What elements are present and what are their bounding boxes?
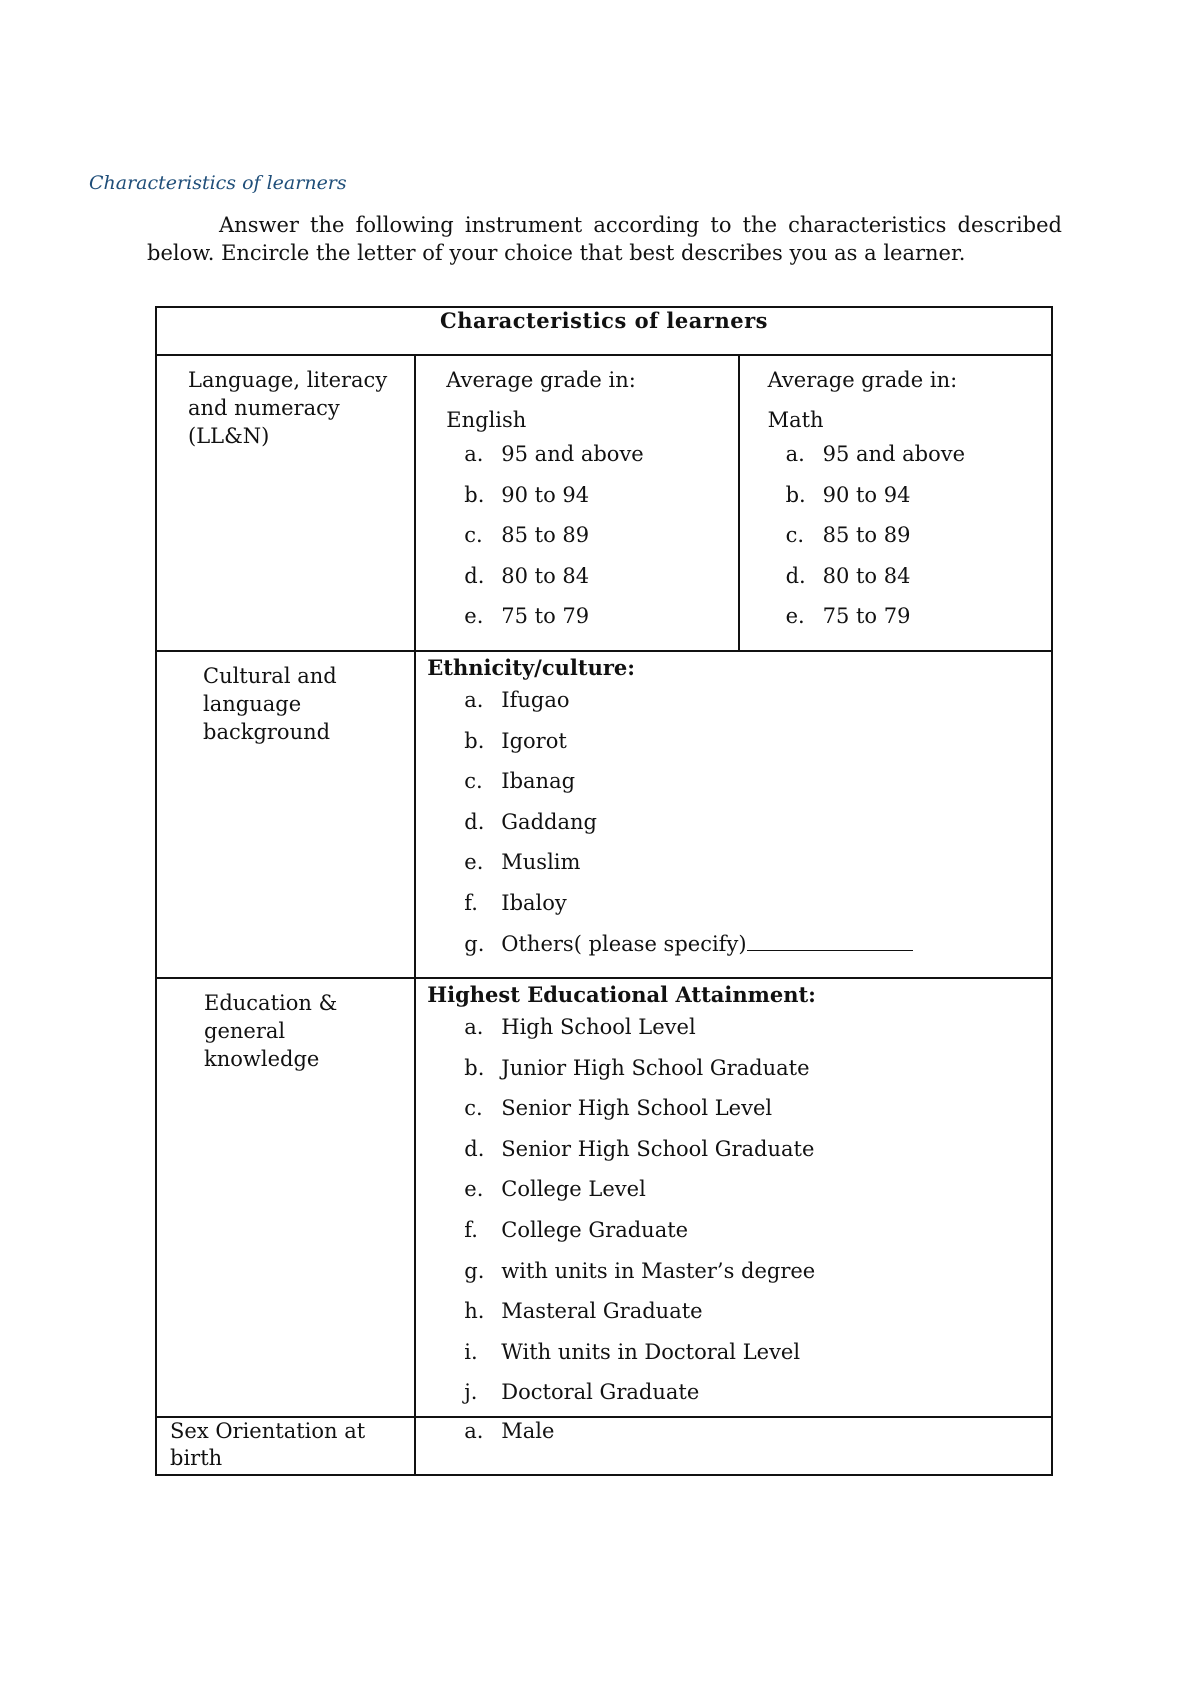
table-row-lln xyxy=(156,355,1052,651)
option-item[interactable] xyxy=(416,924,1051,965)
table-title: Characteristics of learners xyxy=(156,307,1052,355)
option-text: with units in Master’s degree xyxy=(501,1258,816,1283)
education-options-cell xyxy=(415,978,1052,1417)
option-item[interactable] xyxy=(738,434,1051,475)
option-letter: c. xyxy=(464,769,483,794)
option-text: 85 to 89 xyxy=(822,523,911,548)
education-options-list xyxy=(416,1007,1051,1413)
option-text: 95 and above xyxy=(501,442,644,466)
option-text: College Graduate xyxy=(501,1217,689,1242)
education-category: Education & general knowledge xyxy=(204,991,338,1071)
culture-category: Cultural and language background xyxy=(203,664,337,744)
option-item[interactable] xyxy=(416,721,1051,762)
option-item[interactable] xyxy=(416,556,737,597)
option-text: 80 to 84 xyxy=(501,563,590,588)
option-item[interactable] xyxy=(416,1129,1051,1170)
option-text: Male xyxy=(501,1419,555,1443)
option-text: Igorot xyxy=(501,728,567,753)
option-text: Others( please specify) xyxy=(501,931,747,956)
option-letter: e. xyxy=(464,850,484,875)
option-text: Gaddang xyxy=(501,809,597,834)
option-letter: f. xyxy=(464,1217,478,1242)
sex-category-cell xyxy=(156,1417,415,1475)
sex-options-cell xyxy=(415,1417,1052,1475)
option-item[interactable] xyxy=(416,680,1051,721)
option-letter: b. xyxy=(464,1055,485,1080)
option-text: Muslim xyxy=(501,850,581,875)
ethnicity-label: Ethnicity/culture: xyxy=(427,655,636,680)
option-text: Ifugao xyxy=(501,688,570,712)
option-item[interactable] xyxy=(738,556,1051,597)
english-options-list xyxy=(416,434,737,637)
culture-options-list xyxy=(416,680,1051,964)
option-text: High School Level xyxy=(501,1015,696,1039)
option-item[interactable] xyxy=(416,842,1051,883)
option-letter: d. xyxy=(464,563,485,588)
culture-category-cell xyxy=(156,651,415,978)
option-item[interactable] xyxy=(416,1411,1051,1452)
option-item[interactable] xyxy=(416,1372,1051,1413)
option-letter: c. xyxy=(464,523,483,548)
option-letter: b. xyxy=(785,482,806,507)
option-item[interactable] xyxy=(416,1332,1051,1373)
option-text: Masteral Graduate xyxy=(501,1299,703,1324)
option-item[interactable] xyxy=(738,515,1051,556)
option-item[interactable] xyxy=(416,1048,1051,1089)
sex-options-list xyxy=(416,1411,1051,1452)
option-letter: h. xyxy=(464,1299,485,1324)
option-item[interactable] xyxy=(416,1169,1051,1210)
option-letter: i. xyxy=(464,1339,478,1364)
sex-category: Sex Orientation at birth xyxy=(170,1419,366,1470)
option-text: Senior High School Level xyxy=(501,1096,773,1121)
table-title-row xyxy=(156,307,1052,355)
math-grade-label: Average grade in: xyxy=(767,368,958,392)
option-item[interactable] xyxy=(416,596,737,637)
option-item[interactable] xyxy=(416,1088,1051,1129)
option-item[interactable] xyxy=(738,596,1051,637)
math-options-list xyxy=(738,434,1051,637)
page-heading: Characteristics of learners xyxy=(89,172,347,194)
table-row-sex xyxy=(156,1417,1052,1475)
lln-category: Language, literacy and numeracy (LL&N) xyxy=(188,368,388,448)
option-letter: f. xyxy=(464,890,478,915)
option-text: With units in Doctoral Level xyxy=(501,1339,801,1364)
table-row-education xyxy=(156,978,1052,1417)
option-text: Senior High School Graduate xyxy=(501,1136,815,1161)
option-item[interactable] xyxy=(416,1291,1051,1332)
option-text: 80 to 84 xyxy=(822,563,911,588)
option-text: Doctoral Graduate xyxy=(501,1380,700,1405)
lln-english-cell xyxy=(415,355,738,651)
option-letter: a. xyxy=(464,1015,484,1039)
option-text: 90 to 94 xyxy=(822,482,911,507)
education-label: Highest Educational Attainment: xyxy=(427,982,816,1007)
option-letter: a. xyxy=(464,1419,484,1443)
option-letter: a. xyxy=(464,442,484,466)
option-letter: e. xyxy=(785,604,805,629)
option-letter: a. xyxy=(464,688,484,712)
option-letter: j. xyxy=(464,1380,478,1405)
option-item[interactable] xyxy=(416,883,1051,924)
option-text: 75 to 79 xyxy=(822,604,911,629)
characteristics-table xyxy=(155,306,1053,1476)
option-item[interactable] xyxy=(416,1007,1051,1048)
option-text: College Level xyxy=(501,1177,646,1202)
option-letter: b. xyxy=(464,728,485,753)
option-item[interactable] xyxy=(416,434,737,475)
option-text: 95 and above xyxy=(822,442,966,466)
option-letter: g. xyxy=(464,931,485,956)
education-category-cell xyxy=(156,978,415,1417)
option-letter: c. xyxy=(785,523,805,548)
math-subject: Math xyxy=(767,408,824,432)
option-text: 85 to 89 xyxy=(501,523,590,548)
english-subject: English xyxy=(446,408,527,432)
option-letter: d. xyxy=(785,563,806,588)
option-letter: b. xyxy=(464,482,485,507)
option-letter: e. xyxy=(464,604,484,629)
option-letter: d. xyxy=(464,809,485,834)
specify-blank-line[interactable] xyxy=(747,930,913,951)
option-text: Junior High School Graduate xyxy=(501,1055,810,1080)
option-item[interactable] xyxy=(416,515,737,556)
option-item[interactable] xyxy=(738,475,1051,516)
table-row-culture xyxy=(156,651,1052,978)
option-text: 90 to 94 xyxy=(501,482,590,507)
option-letter: a. xyxy=(785,442,805,466)
option-text: Ibanag xyxy=(501,769,576,794)
instruction-text xyxy=(147,211,1062,267)
option-letter: g. xyxy=(464,1258,485,1283)
option-letter: c. xyxy=(464,1096,483,1121)
option-item[interactable] xyxy=(416,475,737,516)
lln-math-cell xyxy=(739,355,1052,651)
instruction-body: Answer the following instrument according to the characteristics described below. Encircle the letter of your choice that best describes you as a learner. xyxy=(147,213,1062,265)
lln-category-cell xyxy=(156,355,415,651)
option-text: 75 to 79 xyxy=(501,604,590,629)
option-item[interactable] xyxy=(416,1251,1051,1292)
english-grade-label: Average grade in: xyxy=(446,368,636,392)
option-item[interactable] xyxy=(416,761,1051,802)
culture-options-cell xyxy=(415,651,1052,978)
option-letter: e. xyxy=(464,1177,484,1202)
option-letter: d. xyxy=(464,1136,485,1161)
option-item[interactable] xyxy=(416,802,1051,843)
option-text: Ibaloy xyxy=(501,890,567,915)
option-item[interactable] xyxy=(416,1210,1051,1251)
